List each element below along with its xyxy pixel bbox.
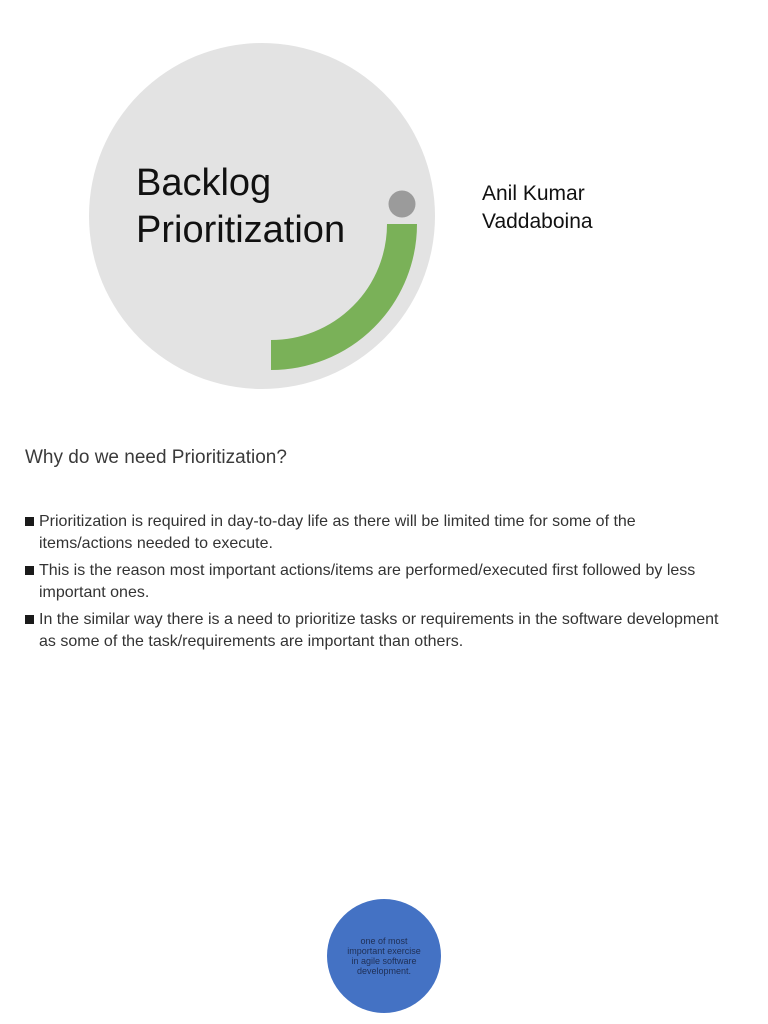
bullet-text: Prioritization is required in day-to-day life as there will be limited time for some of the items/actions needed to execute. xyxy=(39,513,636,552)
bullet-item xyxy=(25,560,725,603)
presentation-title xyxy=(136,160,345,254)
title-line-1: Backlog xyxy=(136,162,272,204)
title-line-2: Prioritization xyxy=(136,209,346,251)
author-first-name: Anil Kumar xyxy=(482,182,585,205)
bullet-text: In the similar way there is a need to prioritize tasks or requirements in the software development as some of the task/requirements are important than others. xyxy=(39,611,719,650)
bullet-item xyxy=(25,609,725,652)
footer-badge-text: one of most important exercise in agile software development. xyxy=(347,936,421,976)
bullet-list xyxy=(25,511,725,658)
footer-badge-circle xyxy=(327,899,441,1013)
section-heading: Why do we need Prioritization? xyxy=(25,447,287,468)
title-graphic xyxy=(0,0,768,400)
author-name xyxy=(482,180,593,236)
square-bullet-icon xyxy=(25,615,34,624)
square-bullet-icon xyxy=(25,517,34,526)
bullet-text: This is the reason most important actions/items are performed/executed first followed by less important ones. xyxy=(39,562,696,601)
gray-dot-accent xyxy=(389,191,416,218)
square-bullet-icon xyxy=(25,566,34,575)
bullet-item xyxy=(25,511,725,554)
author-last-name: Vaddaboina xyxy=(482,210,593,233)
